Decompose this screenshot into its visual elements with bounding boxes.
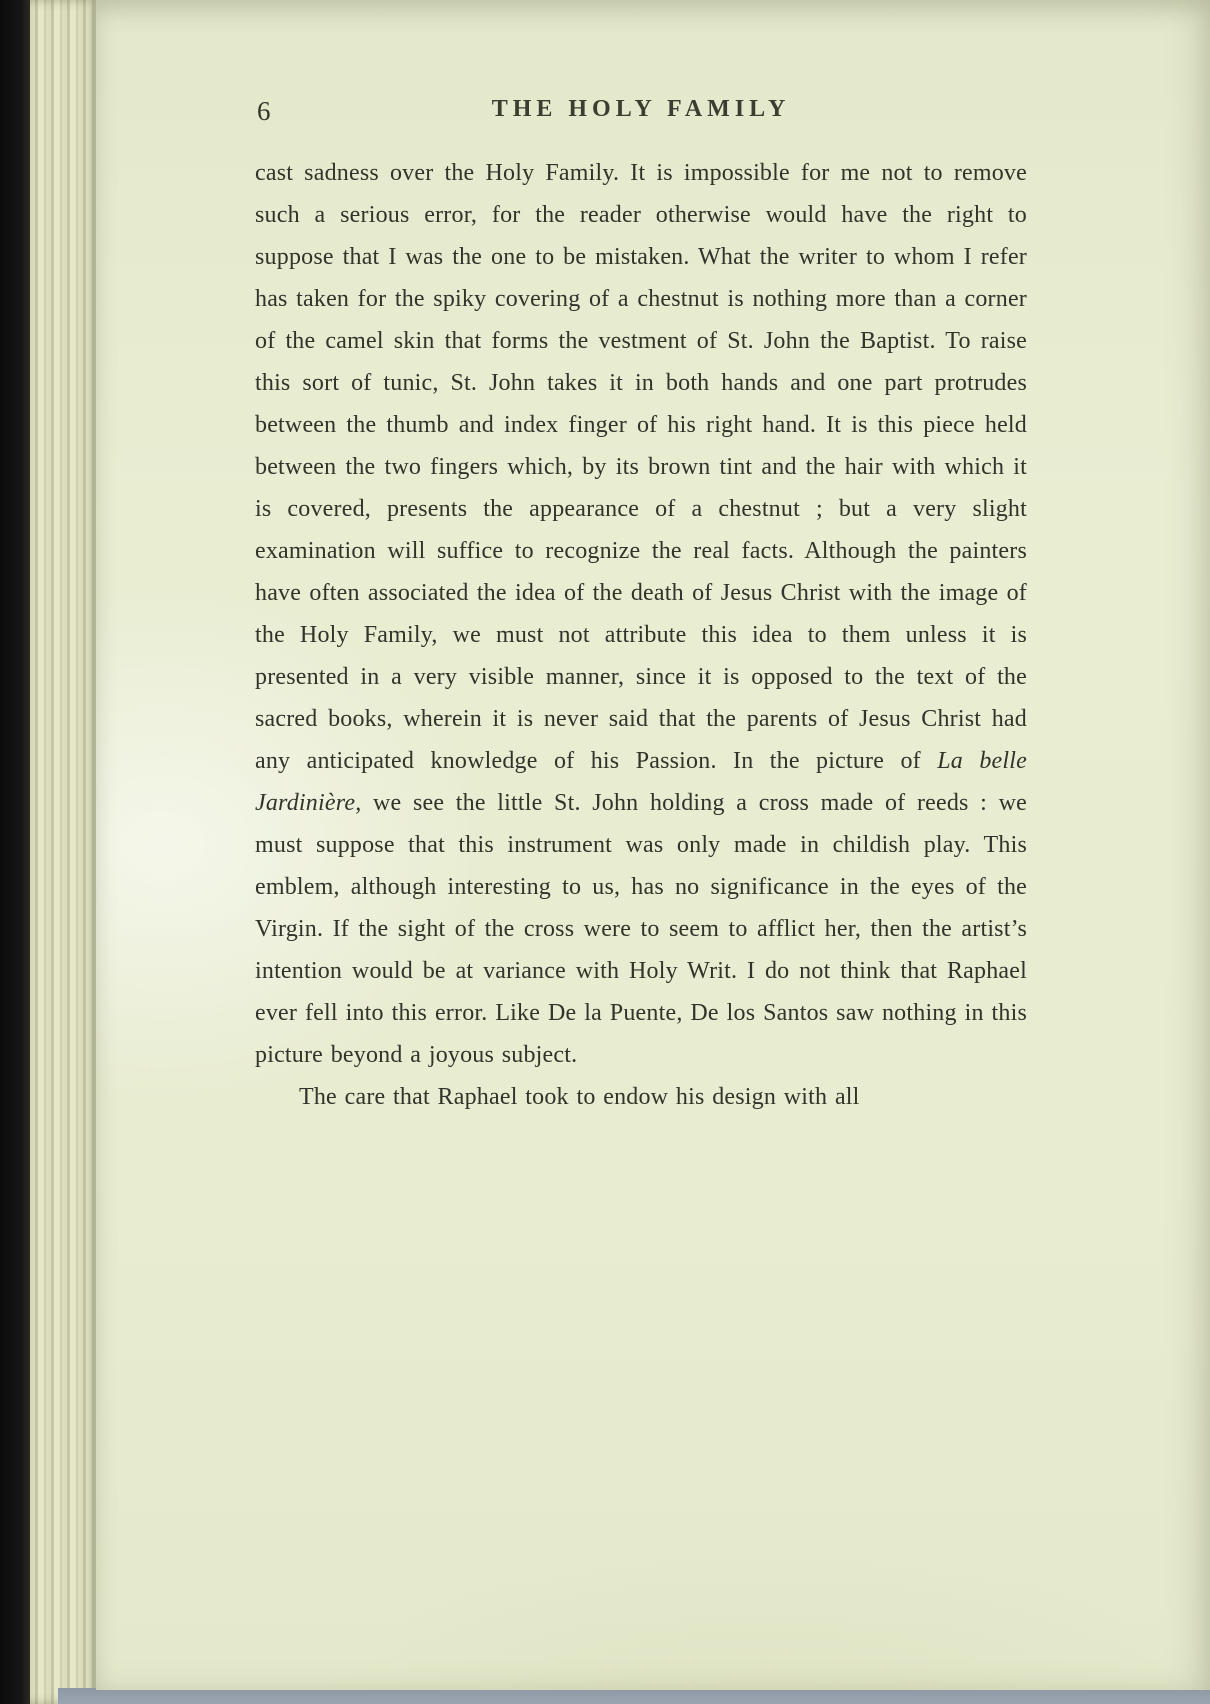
paragraph-1 [255,152,1027,1076]
paragraph-2: The care that Raphael took to endow his design with all [299,1084,860,1110]
page-header-row [255,96,1027,132]
stacked-page-edges [30,0,98,1704]
paragraph-1-text: cast sadness over the Holy Family. It is impossible for me not to remove such a serious error, for the reader otherwise would have the right to suppose that I was the one to be mistaken. What the writer to whom I refer has taken for the spiky covering of a chestnut is nothing more than a corner of the camel skin that forms the vestment of St. John the Baptist. To raise this sort of tunic, St. John takes it in both hands and one part protrudes between the thumb and index finger of his right hand. It is this piece held between the two fingers which, by its brown tint and the hair with which it is covered, presents the appearance of a chestnut ; but a very slight examination will suffice to recognize the real facts. Although the painters have often associated the idea of the death of Jesus Christ with the image of the Holy Family, we must not attribute this idea to them unless it is presented in a very visible manner, since it is opposed to the text of the sacred books, wherein it is never said that the parents of Jesus Christ had any anticipated knowledge of his Passion. In the picture of [255,160,1027,774]
page-number: 6 [257,96,271,126]
book-spine-edge [0,0,30,1704]
running-header: THE HOLY FAMILY [491,96,791,122]
italic-picture-title: La belle Jardinière, [255,748,1027,816]
book-page [96,0,1210,1690]
paragraph-1-text-continued: we see the little St. John holding a cross made of reeds : we must suppose that this instrument was only made in childish play. This emblem, although interesting to us, has no significance in the eyes of the Virgin. If the sight of the cross were to seem to afflict her, then the artist’s intention would be at variance with Holy Writ. I do not think that Raphael ever fell into this error. Like De la Puente, De los Santos saw nothing in this picture beyond a joyous subject. [255,790,1027,1068]
table-surface [58,1688,1210,1704]
page-text-block [255,152,1027,1118]
